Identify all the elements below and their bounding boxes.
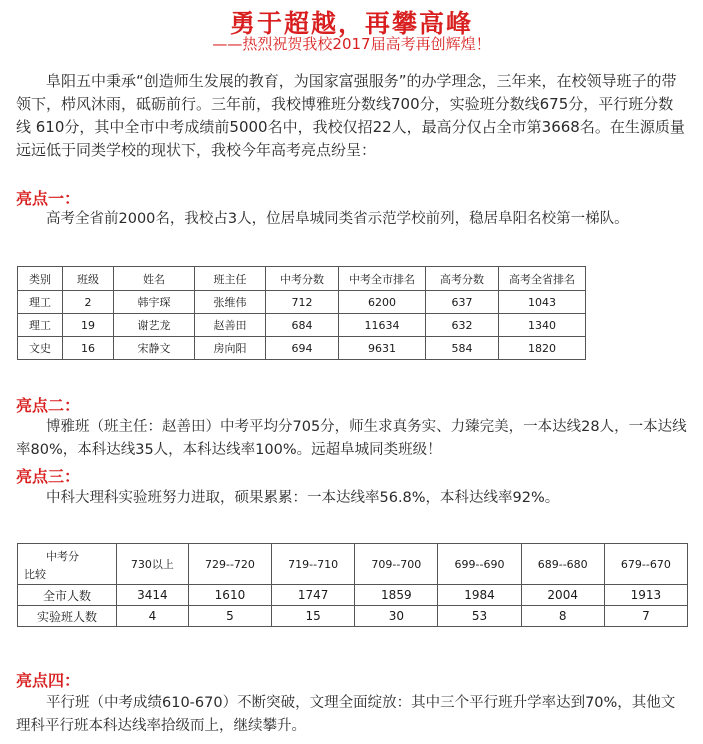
cell: 谢艺龙 bbox=[114, 314, 195, 337]
score-comparison-table bbox=[17, 543, 688, 627]
col-class: 班级 bbox=[63, 267, 114, 291]
cell: 584 bbox=[426, 337, 499, 360]
table-row bbox=[18, 291, 586, 314]
cell: 2004 bbox=[521, 585, 604, 606]
cell: 赵善田 bbox=[195, 314, 266, 337]
table-row bbox=[18, 337, 586, 360]
col-name: 姓名 bbox=[114, 267, 195, 291]
cell: 张维伟 bbox=[195, 291, 266, 314]
cell: 9631 bbox=[339, 337, 426, 360]
intro-paragraph: 阜阳五中秉承“创造师生发展的教育，为国家富强服务”的办学理念，三年来，在校领导班子的带领下，栉风沐雨，砥砺前行。三年前，我校博雅班分数线700分，实验班分数线675分，平行班分数线 610分，其中全市中考成绩前5000名中，我校仅招22人，最高分仅占全市第3668名。在生源质量远远低于同类学校的现状下，我校今年高考亮点纷呈： bbox=[16, 72, 685, 159]
page-subtitle: ——热烈祝贺我校2017届高考再创辉煌！ bbox=[212, 35, 491, 53]
cell: 684 bbox=[266, 314, 339, 337]
corner-cell bbox=[18, 544, 117, 585]
col-score-range: 689--680 bbox=[521, 544, 604, 585]
col-zhongkao-score: 中考分数 bbox=[266, 267, 339, 291]
highlight-2-text: 博雅班（班主任：赵善田）中考平均分705分，师生求真务实、力臻完美，一本达线28人，一本达线率80%，本科达线35人，本科达线率100%。远超阜城同类班级！ bbox=[16, 419, 687, 458]
highlight-1-heading: 亮点一： bbox=[16, 189, 81, 208]
col-score-range: 730以上 bbox=[117, 544, 189, 585]
highlight-4-text: 平行班（中考成绩610-670）不断突破，文理全面绽放：其中三个平行班升学率达到70%，其他文理科平行班本科达线率拾级而上，继续攀升。 bbox=[16, 695, 676, 734]
cell: 理工 bbox=[18, 291, 63, 314]
row-label: 全市人数 bbox=[18, 585, 117, 606]
cell: 53 bbox=[438, 606, 521, 627]
cell: 1610 bbox=[188, 585, 271, 606]
cell: 1820 bbox=[499, 337, 586, 360]
col-category: 类别 bbox=[18, 267, 63, 291]
cell: 2 bbox=[63, 291, 114, 314]
cell: 632 bbox=[426, 314, 499, 337]
top-students-table bbox=[17, 266, 586, 360]
table-row bbox=[18, 585, 688, 606]
highlight-4-heading: 亮点四： bbox=[16, 671, 81, 690]
cell: 6200 bbox=[339, 291, 426, 314]
cell: 理工 bbox=[18, 314, 63, 337]
cell: 1913 bbox=[604, 585, 687, 606]
table-row bbox=[18, 606, 688, 627]
col-gaokao-rank: 高考全省排名 bbox=[499, 267, 586, 291]
col-teacher: 班主任 bbox=[195, 267, 266, 291]
col-score-range: 729--720 bbox=[188, 544, 271, 585]
page-title: 勇于超越，再攀高峰 bbox=[229, 9, 473, 38]
cell: 11634 bbox=[339, 314, 426, 337]
cell: 1984 bbox=[438, 585, 521, 606]
highlight-2-heading: 亮点二： bbox=[16, 396, 81, 415]
cell: 7 bbox=[604, 606, 687, 627]
col-score-range: 709--700 bbox=[355, 544, 438, 585]
cell: 3414 bbox=[117, 585, 189, 606]
col-score-range: 719--710 bbox=[272, 544, 355, 585]
cell: 韩宇琛 bbox=[114, 291, 195, 314]
cell: 694 bbox=[266, 337, 339, 360]
corner-bottom-label: 比较 bbox=[24, 568, 46, 581]
highlight-3-text: 中科大理科实验班努力进取，硕果累累：一本达线率56.8%，本科达线率92%。 bbox=[46, 490, 560, 506]
cell: 19 bbox=[63, 314, 114, 337]
cell: 16 bbox=[63, 337, 114, 360]
cell: 5 bbox=[188, 606, 271, 627]
cell: 房向阳 bbox=[195, 337, 266, 360]
row-label: 实验班人数 bbox=[18, 606, 117, 627]
cell: 1043 bbox=[499, 291, 586, 314]
highlight-1-text: 高考全省前2000名，我校占3人，位居阜城同类省示范学校前列，稳居阜阳名校第一梯队。 bbox=[46, 211, 629, 227]
cell: 1340 bbox=[499, 314, 586, 337]
col-score-range: 699--690 bbox=[438, 544, 521, 585]
cell: 宋静文 bbox=[114, 337, 195, 360]
table-row bbox=[18, 314, 586, 337]
corner-top-label: 中考分 bbox=[46, 550, 79, 563]
cell: 8 bbox=[521, 606, 604, 627]
cell: 637 bbox=[426, 291, 499, 314]
col-score-range: 679--670 bbox=[604, 544, 687, 585]
cell: 文史 bbox=[18, 337, 63, 360]
table-header-row bbox=[18, 544, 688, 585]
cell: 712 bbox=[266, 291, 339, 314]
highlight-3-heading: 亮点三： bbox=[16, 467, 81, 486]
cell: 1747 bbox=[272, 585, 355, 606]
col-zhongkao-rank: 中考全市排名 bbox=[339, 267, 426, 291]
table-header-row bbox=[18, 267, 586, 291]
col-gaokao-score: 高考分数 bbox=[426, 267, 499, 291]
cell: 4 bbox=[117, 606, 189, 627]
cell: 15 bbox=[272, 606, 355, 627]
cell: 30 bbox=[355, 606, 438, 627]
cell: 1859 bbox=[355, 585, 438, 606]
